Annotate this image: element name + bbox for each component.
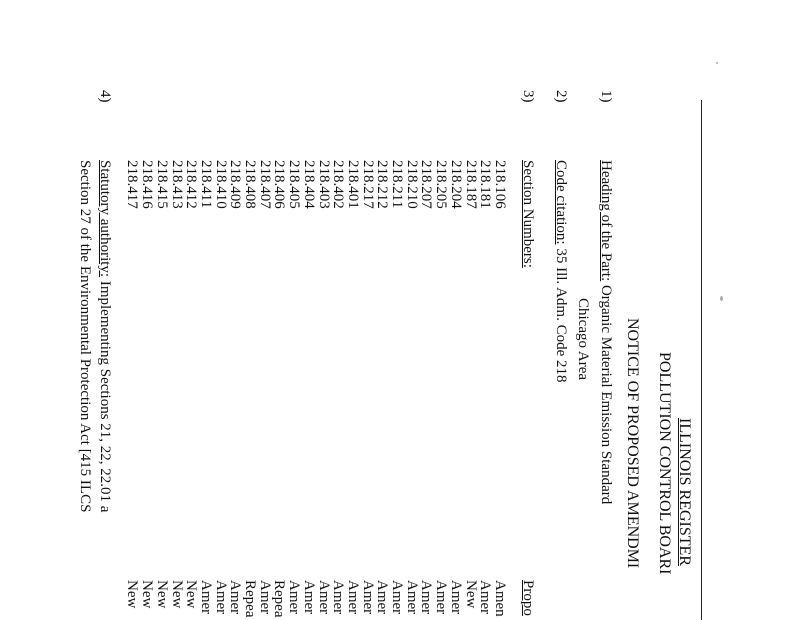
proposed-action: Amer (256, 580, 273, 615)
section-numbers-label: Section Numbers: (520, 160, 536, 268)
section-number: 218.407 (256, 160, 273, 209)
proposed-action: Amer (374, 580, 391, 615)
statutory-authority-label: Statutory authority: (97, 160, 113, 278)
proposed-action: Amer (389, 580, 406, 615)
proposed-action: Amer (227, 580, 244, 615)
section-number: 218.410 (212, 160, 229, 209)
header-rule (701, 100, 702, 620)
section-number: 218.409 (227, 160, 244, 209)
register-title: ILLINOIS REGISTER (676, 418, 693, 566)
code-citation-label: Code citation: (553, 160, 569, 245)
proposed-action: Amer (300, 580, 317, 615)
proposed-action: Amer (198, 580, 214, 615)
section-number: 218.217 (359, 160, 376, 209)
proposed-action: New (153, 580, 170, 609)
code-citation-line (553, 160, 568, 383)
item-2-number: 2) (553, 90, 569, 103)
section-number: 218.413 (168, 160, 185, 209)
section-number: 218.187 (462, 160, 479, 209)
section-number: 218.411 (198, 160, 214, 209)
board-title: POLLUTION CONTROL BOARI (656, 352, 673, 575)
proposed-action: Amen (492, 580, 508, 617)
proposed-action: Amer (418, 580, 435, 615)
section-number: 218.417 (124, 160, 141, 209)
section-number: 218.415 (153, 160, 170, 209)
proposed-action: Repea (271, 580, 288, 618)
section-number: 218.207 (418, 160, 435, 209)
scan-speck (716, 62, 718, 64)
heading-of-part-value: Organic Material Emission Standard (598, 284, 614, 505)
section-number: 218.408 (242, 160, 259, 209)
section-number: 218.211 (389, 160, 406, 209)
section-number: 218.404 (300, 160, 317, 209)
notice-title: NOTICE OF PROPOSED AMENDMI (624, 318, 641, 569)
proposed-action: Repea (242, 580, 259, 618)
proposed-action: Amer (433, 580, 450, 615)
item-3-number: 3) (520, 90, 536, 103)
section-number: 218.212 (374, 160, 391, 209)
proposed-action: New (168, 580, 185, 609)
scan-speck (720, 296, 723, 301)
section-number: 218.406 (271, 160, 288, 209)
proposed-action: New (139, 580, 156, 609)
proposed-action: Amer (359, 580, 376, 615)
proposed-action: Amer (330, 580, 347, 615)
proposed-action-header: Propo (520, 580, 536, 616)
proposed-action: Amer (286, 580, 303, 615)
proposed-action: Amer (447, 580, 464, 615)
item-4-number: 4) (97, 90, 113, 103)
proposed-action: Amer (345, 580, 361, 615)
section-number: 218.205 (433, 160, 450, 209)
section-number: 218.416 (139, 160, 156, 209)
section-number: 218.405 (286, 160, 303, 209)
proposed-action: Amer (315, 580, 332, 615)
heading-of-part-value-2: Chicago Area (575, 298, 591, 381)
proposed-action: New (462, 580, 479, 609)
section-number: 218.210 (403, 160, 420, 209)
heading-of-part-line (598, 160, 613, 504)
section-number: 218.412 (183, 160, 200, 209)
proposed-action: New (124, 580, 141, 609)
proposed-action: New (183, 580, 200, 609)
proposed-action: Amer (477, 580, 494, 615)
code-citation-value: 35 Ill. Adm. Code 218 (553, 248, 569, 383)
section-number: 218.204 (447, 160, 464, 209)
proposed-action: Amer (212, 580, 229, 615)
section-number: 218.403 (315, 160, 332, 209)
section-number: 218.401 (345, 160, 361, 209)
statutory-authority-value: Implementing Sections 21, 22, 22.01 a (97, 280, 113, 513)
proposed-action: Amer (403, 580, 420, 615)
statutory-authority-line (97, 160, 112, 512)
statutory-authority-value-2: Section 27 of the Environmental Protection Act [415 ILCS (77, 160, 93, 513)
section-number: 218.402 (330, 160, 347, 209)
item-1-number: 1) (598, 90, 614, 103)
heading-of-part-label: Heading of the Part: (598, 160, 614, 282)
section-number: 218.106 (492, 160, 508, 209)
section-number: 218.181 (477, 160, 494, 209)
